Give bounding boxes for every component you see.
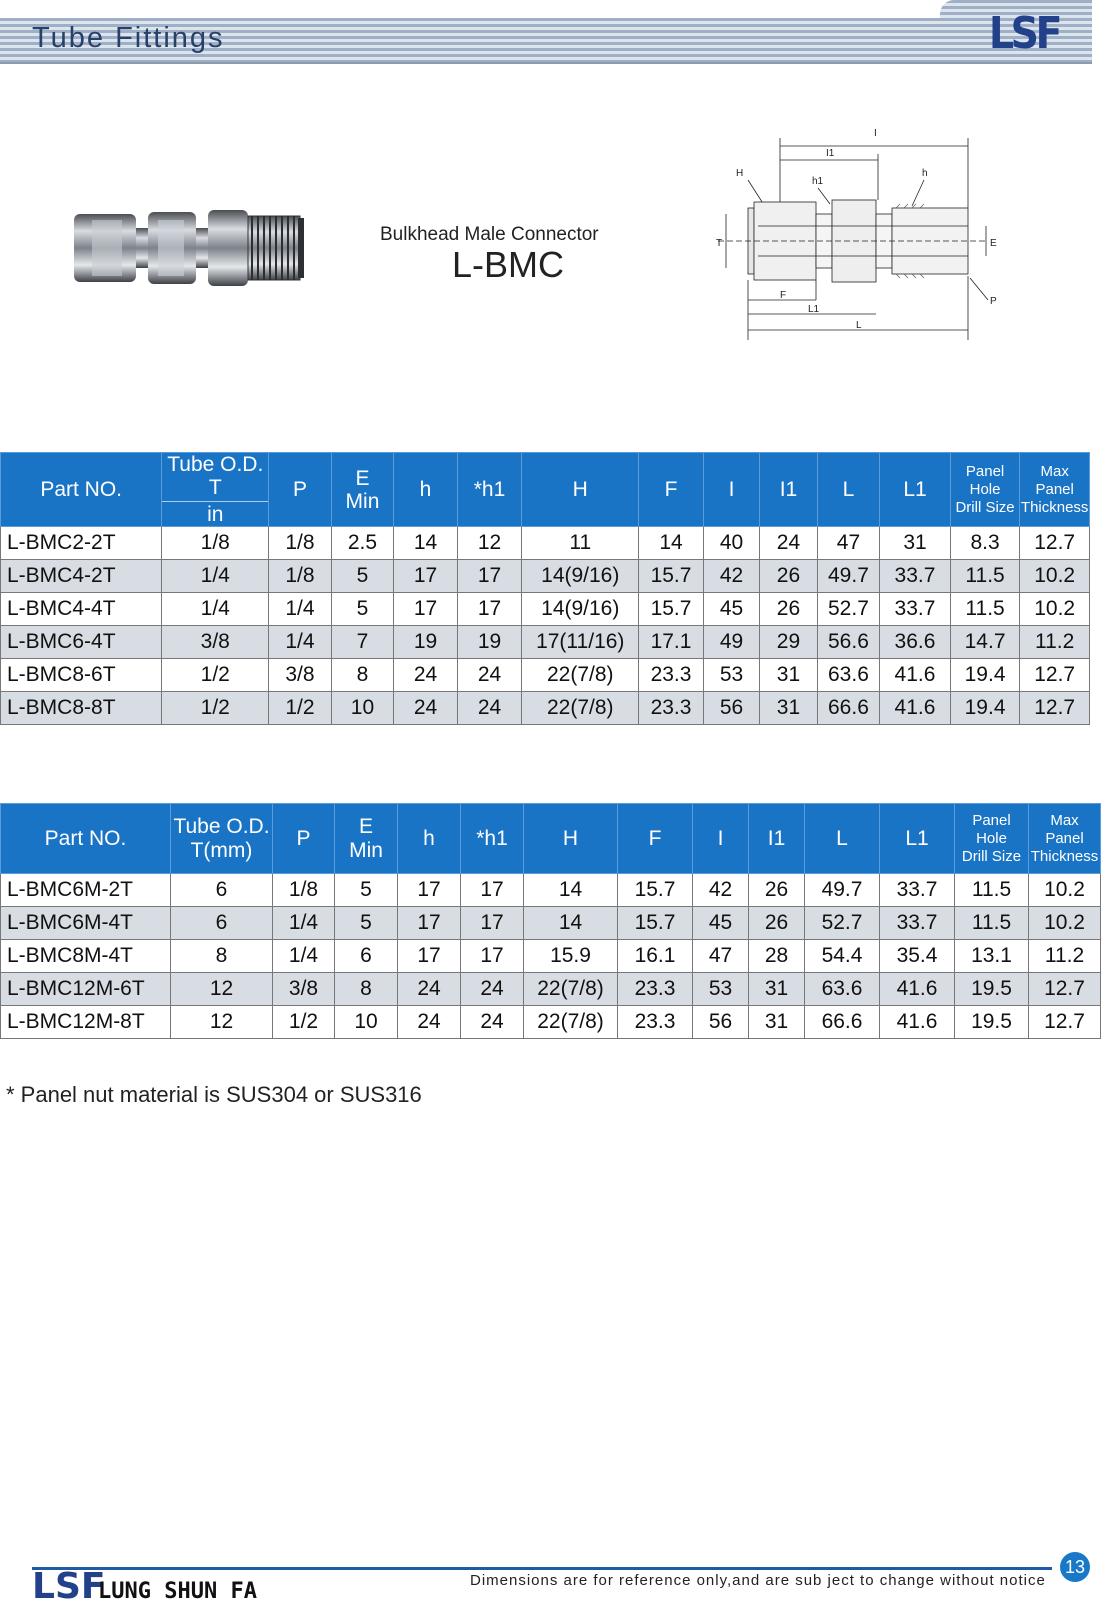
table-cell: 56 bbox=[693, 1006, 749, 1039]
table-cell: 35.4 bbox=[880, 940, 955, 973]
table-cell: 56.6 bbox=[817, 626, 880, 659]
table-cell: 31 bbox=[749, 973, 805, 1006]
table-row bbox=[1, 940, 1101, 973]
fitting-photo bbox=[72, 198, 312, 298]
table-cell: 63.6 bbox=[817, 659, 880, 692]
part-number-cell: L-BMC6-4T bbox=[1, 626, 162, 659]
col-h-small: h bbox=[398, 804, 461, 874]
table-cell: 17(11/16) bbox=[522, 626, 639, 659]
table-cell: 1/4 bbox=[269, 626, 332, 659]
table-cell: 11.5 bbox=[950, 593, 1020, 626]
table-cell: 23.3 bbox=[618, 1006, 693, 1039]
table-cell: 8 bbox=[335, 973, 398, 1006]
table-cell: 29 bbox=[760, 626, 817, 659]
dimension-drawing bbox=[718, 128, 1030, 350]
table-cell: 52.7 bbox=[817, 593, 880, 626]
table-cell: 8.3 bbox=[950, 527, 1020, 560]
table-cell: 10.2 bbox=[1029, 874, 1101, 907]
dim-label-small-h: h bbox=[922, 168, 928, 179]
table-cell: 17.1 bbox=[639, 626, 704, 659]
table-cell: 24 bbox=[394, 692, 458, 725]
table-cell: 19.5 bbox=[955, 973, 1029, 1006]
table-cell: 24 bbox=[394, 659, 458, 692]
dim-label-i: I bbox=[874, 128, 877, 139]
table-cell: 17 bbox=[398, 907, 461, 940]
table-cell: 14 bbox=[639, 527, 704, 560]
table-cell: 17 bbox=[457, 593, 522, 626]
table-cell: 41.6 bbox=[880, 1006, 955, 1039]
col-e-line2: Min bbox=[345, 489, 380, 513]
product-name: Bulkhead Male Connector bbox=[380, 224, 599, 245]
part-number-cell: L-BMC8-6T bbox=[1, 659, 162, 692]
col-panel-hole-line2: Hole bbox=[969, 480, 1001, 498]
table-cell: 19.4 bbox=[950, 659, 1020, 692]
table-row bbox=[1, 659, 1090, 692]
part-number-cell: L-BMC12M-8T bbox=[1, 1006, 171, 1039]
table-cell: 24 bbox=[461, 973, 524, 1006]
table-cell: 15.7 bbox=[639, 560, 704, 593]
table-row bbox=[1, 973, 1101, 1006]
table-cell: 66.6 bbox=[817, 692, 880, 725]
col-tube-od bbox=[162, 453, 269, 527]
col-i: I bbox=[703, 453, 759, 527]
table-cell: 1/8 bbox=[273, 874, 335, 907]
footer-logo-mark: LSF bbox=[32, 1566, 106, 1600]
table-cell: 33.7 bbox=[880, 593, 951, 626]
col-i1: I1 bbox=[749, 804, 805, 874]
table-cell: 3/8 bbox=[162, 626, 269, 659]
table-cell: 17 bbox=[394, 593, 458, 626]
part-number-cell: L-BMC4-2T bbox=[1, 560, 162, 593]
dim-label-i1: I1 bbox=[826, 148, 835, 159]
col-l: L bbox=[817, 453, 880, 527]
table-cell: 17 bbox=[398, 874, 461, 907]
dim-label-f: F bbox=[780, 290, 787, 301]
table-cell: 12.7 bbox=[1020, 692, 1090, 725]
col-e-min bbox=[335, 804, 398, 874]
part-number-cell: L-BMC6M-4T bbox=[1, 907, 171, 940]
table-cell: 24 bbox=[398, 1006, 461, 1039]
table-cell: 14(9/16) bbox=[522, 560, 639, 593]
table-cell: 49.7 bbox=[805, 874, 880, 907]
part-number-cell: L-BMC8-8T bbox=[1, 692, 162, 725]
table-cell: 5 bbox=[331, 560, 394, 593]
table-cell: 36.6 bbox=[880, 626, 951, 659]
col-tube-od bbox=[171, 804, 273, 874]
col-i1: I1 bbox=[760, 453, 817, 527]
table-cell: 28 bbox=[749, 940, 805, 973]
col-tube-od-line1: Tube O.D. bbox=[167, 453, 264, 476]
inch-table-body bbox=[1, 527, 1090, 725]
table-cell: 15.7 bbox=[639, 593, 704, 626]
table-cell: 14 bbox=[524, 874, 618, 907]
col-panel-hole-line3: Drill Size bbox=[961, 847, 1022, 865]
col-e-line1: E bbox=[355, 466, 370, 490]
table-cell: 1/4 bbox=[162, 560, 269, 593]
table-cell: 52.7 bbox=[805, 907, 880, 940]
table-cell: 26 bbox=[760, 593, 817, 626]
part-number-cell: L-BMC4-4T bbox=[1, 593, 162, 626]
section-title: Tube Fittings bbox=[32, 22, 225, 54]
col-panel-hole-line3: Drill Size bbox=[955, 498, 1015, 516]
col-tube-od-line2: T(mm) bbox=[190, 838, 253, 862]
table-cell: 63.6 bbox=[805, 973, 880, 1006]
table-cell: 17 bbox=[457, 560, 522, 593]
table-cell: 11.2 bbox=[1029, 940, 1101, 973]
table-cell: 22(7/8) bbox=[522, 659, 639, 692]
col-max-panel bbox=[1020, 453, 1090, 527]
table-cell: 33.7 bbox=[880, 907, 955, 940]
table-row bbox=[1, 692, 1090, 725]
table-cell: 11 bbox=[522, 527, 639, 560]
part-number-cell: L-BMC6M-2T bbox=[1, 874, 171, 907]
col-panel-hole bbox=[950, 453, 1020, 527]
table-cell: 1/8 bbox=[162, 527, 269, 560]
table-cell: 1/4 bbox=[162, 593, 269, 626]
col-h-large: H bbox=[522, 453, 639, 527]
table-cell: 11.5 bbox=[955, 874, 1029, 907]
table-cell: 49 bbox=[703, 626, 759, 659]
table-row bbox=[1, 527, 1090, 560]
table-cell: 10.2 bbox=[1029, 907, 1101, 940]
table-cell: 19 bbox=[394, 626, 458, 659]
col-max-panel-line3: Thickness bbox=[1030, 847, 1099, 865]
table-cell: 41.6 bbox=[880, 659, 951, 692]
table-cell: 26 bbox=[749, 907, 805, 940]
dim-label-e: E bbox=[990, 238, 997, 249]
table-cell: 22(7/8) bbox=[524, 973, 618, 1006]
table-cell: 22(7/8) bbox=[524, 1006, 618, 1039]
table-cell: 1/8 bbox=[269, 527, 332, 560]
table-cell: 15.7 bbox=[618, 907, 693, 940]
table-cell: 5 bbox=[335, 874, 398, 907]
table-cell: 47 bbox=[817, 527, 880, 560]
table-row bbox=[1, 560, 1090, 593]
table-cell: 12.7 bbox=[1020, 659, 1090, 692]
col-h1: *h1 bbox=[461, 804, 524, 874]
table-cell: 17 bbox=[394, 560, 458, 593]
table-cell: 16.1 bbox=[618, 940, 693, 973]
col-panel-hole-line2: Hole bbox=[976, 829, 1007, 847]
table-cell: 1/2 bbox=[162, 659, 269, 692]
table-cell: 11.2 bbox=[1020, 626, 1090, 659]
col-max-panel-line2: Panel bbox=[1045, 829, 1084, 847]
col-l: L bbox=[805, 804, 880, 874]
table-row bbox=[1, 907, 1101, 940]
dim-label-h: H bbox=[736, 168, 744, 179]
part-number-cell: L-BMC12M-6T bbox=[1, 973, 171, 1006]
table-cell: 1/4 bbox=[273, 907, 335, 940]
table-cell: 12.7 bbox=[1029, 973, 1101, 1006]
table-cell: 54.4 bbox=[805, 940, 880, 973]
dim-label-l1: L1 bbox=[808, 304, 820, 315]
table-cell: 19 bbox=[457, 626, 522, 659]
table-cell: 10 bbox=[331, 692, 394, 725]
col-e-min bbox=[331, 453, 394, 527]
page-header bbox=[0, 0, 1092, 68]
part-number-cell: L-BMC2-2T bbox=[1, 527, 162, 560]
table-cell: 40 bbox=[703, 527, 759, 560]
table-cell: 41.6 bbox=[880, 692, 951, 725]
table-cell: 53 bbox=[693, 973, 749, 1006]
table-cell: 6 bbox=[171, 907, 273, 940]
col-f: F bbox=[618, 804, 693, 874]
col-l1: L1 bbox=[880, 453, 951, 527]
table-cell: 7 bbox=[331, 626, 394, 659]
table-cell: 17 bbox=[461, 940, 524, 973]
table-cell: 47 bbox=[693, 940, 749, 973]
dim-label-l: L bbox=[856, 320, 862, 331]
table-cell: 42 bbox=[703, 560, 759, 593]
col-h-small: h bbox=[394, 453, 458, 527]
col-h-large: H bbox=[524, 804, 618, 874]
col-tube-od-unit: in bbox=[162, 501, 268, 526]
col-e-line1: E bbox=[358, 815, 373, 839]
table-cell: 45 bbox=[703, 593, 759, 626]
table-cell: 15.7 bbox=[618, 874, 693, 907]
metric-table-body bbox=[1, 874, 1101, 1039]
table-cell: 33.7 bbox=[880, 874, 955, 907]
table-cell: 12 bbox=[457, 527, 522, 560]
table-cell: 12 bbox=[171, 1006, 273, 1039]
table-cell: 12.7 bbox=[1020, 527, 1090, 560]
col-panel-hole bbox=[955, 804, 1029, 874]
table-cell: 10 bbox=[335, 1006, 398, 1039]
table-cell: 3/8 bbox=[273, 973, 335, 1006]
table-cell: 17 bbox=[461, 874, 524, 907]
table-cell: 26 bbox=[760, 560, 817, 593]
table-row bbox=[1, 593, 1090, 626]
dim-label-t: T bbox=[716, 238, 723, 249]
col-max-panel-line1: Max bbox=[1040, 462, 1069, 480]
table-cell: 26 bbox=[749, 874, 805, 907]
col-i: I bbox=[693, 804, 749, 874]
table-cell: 56 bbox=[703, 692, 759, 725]
table-cell: 24 bbox=[457, 659, 522, 692]
table-cell: 12.7 bbox=[1029, 1006, 1101, 1039]
table-cell: 14(9/16) bbox=[522, 593, 639, 626]
table-cell: 24 bbox=[461, 1006, 524, 1039]
table-cell: 2.5 bbox=[331, 527, 394, 560]
table-cell: 1/4 bbox=[273, 940, 335, 973]
table-cell: 41.6 bbox=[880, 973, 955, 1006]
table-cell: 5 bbox=[331, 593, 394, 626]
product-code: L-BMC bbox=[452, 244, 565, 285]
table-cell: 8 bbox=[331, 659, 394, 692]
col-p: P bbox=[269, 453, 332, 527]
table-cell: 3/8 bbox=[269, 659, 332, 692]
table-cell: 33.7 bbox=[880, 560, 951, 593]
table-cell: 13.1 bbox=[955, 940, 1029, 973]
table-cell: 11.5 bbox=[950, 560, 1020, 593]
table-cell: 45 bbox=[693, 907, 749, 940]
table-cell: 1/2 bbox=[162, 692, 269, 725]
table-cell: 5 bbox=[335, 907, 398, 940]
footer-company-name: LUNG SHUN FA bbox=[98, 1579, 257, 1600]
table-cell: 1/4 bbox=[269, 593, 332, 626]
material-note: * Panel nut material is SUS304 or SUS316 bbox=[6, 1082, 422, 1107]
table-cell: 10.2 bbox=[1020, 560, 1090, 593]
table-cell: 66.6 bbox=[805, 1006, 880, 1039]
table-cell: 19.5 bbox=[955, 1006, 1029, 1039]
table-cell: 8 bbox=[171, 940, 273, 973]
table-cell: 17 bbox=[398, 940, 461, 973]
footer-disclaimer: Dimensions are for reference only,and are sub ject to change without notice bbox=[470, 1572, 1046, 1589]
brand-logo: LSF bbox=[988, 8, 1059, 59]
col-panel-hole-line1: Panel bbox=[972, 811, 1011, 829]
col-part-no: Part NO. bbox=[1, 804, 171, 874]
col-max-panel-line2: Panel bbox=[1035, 480, 1074, 498]
table-row bbox=[1, 874, 1101, 907]
table-cell: 17 bbox=[461, 907, 524, 940]
col-p: P bbox=[273, 804, 335, 874]
table-cell: 49.7 bbox=[817, 560, 880, 593]
metric-spec-table bbox=[0, 803, 1101, 1039]
table-cell: 15.9 bbox=[524, 940, 618, 973]
table-cell: 14 bbox=[524, 907, 618, 940]
col-max-panel-line1: Max bbox=[1050, 811, 1079, 829]
table-cell: 24 bbox=[457, 692, 522, 725]
table-cell: 14 bbox=[394, 527, 458, 560]
page-number: 13 bbox=[1060, 1552, 1090, 1582]
col-e-line2: Min bbox=[349, 838, 383, 862]
col-f: F bbox=[639, 453, 704, 527]
inch-spec-table bbox=[0, 452, 1090, 725]
table-cell: 6 bbox=[335, 940, 398, 973]
col-max-panel-line3: Thickness bbox=[1020, 498, 1089, 516]
part-number-cell: L-BMC8M-4T bbox=[1, 940, 171, 973]
table-cell: 23.3 bbox=[618, 973, 693, 1006]
table-cell: 24 bbox=[760, 527, 817, 560]
table-cell: 31 bbox=[880, 527, 951, 560]
table-cell: 1/2 bbox=[273, 1006, 335, 1039]
table-cell: 10.2 bbox=[1020, 593, 1090, 626]
table-cell: 23.3 bbox=[639, 659, 704, 692]
col-h1: *h1 bbox=[457, 453, 522, 527]
table-cell: 42 bbox=[693, 874, 749, 907]
table-cell: 19.4 bbox=[950, 692, 1020, 725]
col-max-panel bbox=[1029, 804, 1101, 874]
table-cell: 53 bbox=[703, 659, 759, 692]
dim-label-p: P bbox=[990, 296, 997, 307]
table-cell: 12 bbox=[171, 973, 273, 1006]
table-cell: 31 bbox=[760, 659, 817, 692]
col-tube-od-line2: T bbox=[208, 476, 222, 500]
table-row bbox=[1, 1006, 1101, 1039]
table-cell: 1/8 bbox=[269, 560, 332, 593]
table-cell: 24 bbox=[398, 973, 461, 1006]
table-row bbox=[1, 626, 1090, 659]
col-panel-hole-line1: Panel bbox=[965, 462, 1005, 480]
table-cell: 31 bbox=[760, 692, 817, 725]
table-cell: 31 bbox=[749, 1006, 805, 1039]
dim-label-h1: h1 bbox=[812, 176, 824, 187]
table-cell: 23.3 bbox=[639, 692, 704, 725]
col-l1: L1 bbox=[880, 804, 955, 874]
col-part-no: Part NO. bbox=[1, 453, 162, 527]
table-cell: 6 bbox=[171, 874, 273, 907]
table-cell: 22(7/8) bbox=[522, 692, 639, 725]
footer-logo bbox=[32, 1566, 257, 1600]
col-tube-od-line1: Tube O.D. bbox=[173, 815, 270, 839]
table-cell: 11.5 bbox=[955, 907, 1029, 940]
table-cell: 14.7 bbox=[950, 626, 1020, 659]
table-cell: 1/2 bbox=[269, 692, 332, 725]
